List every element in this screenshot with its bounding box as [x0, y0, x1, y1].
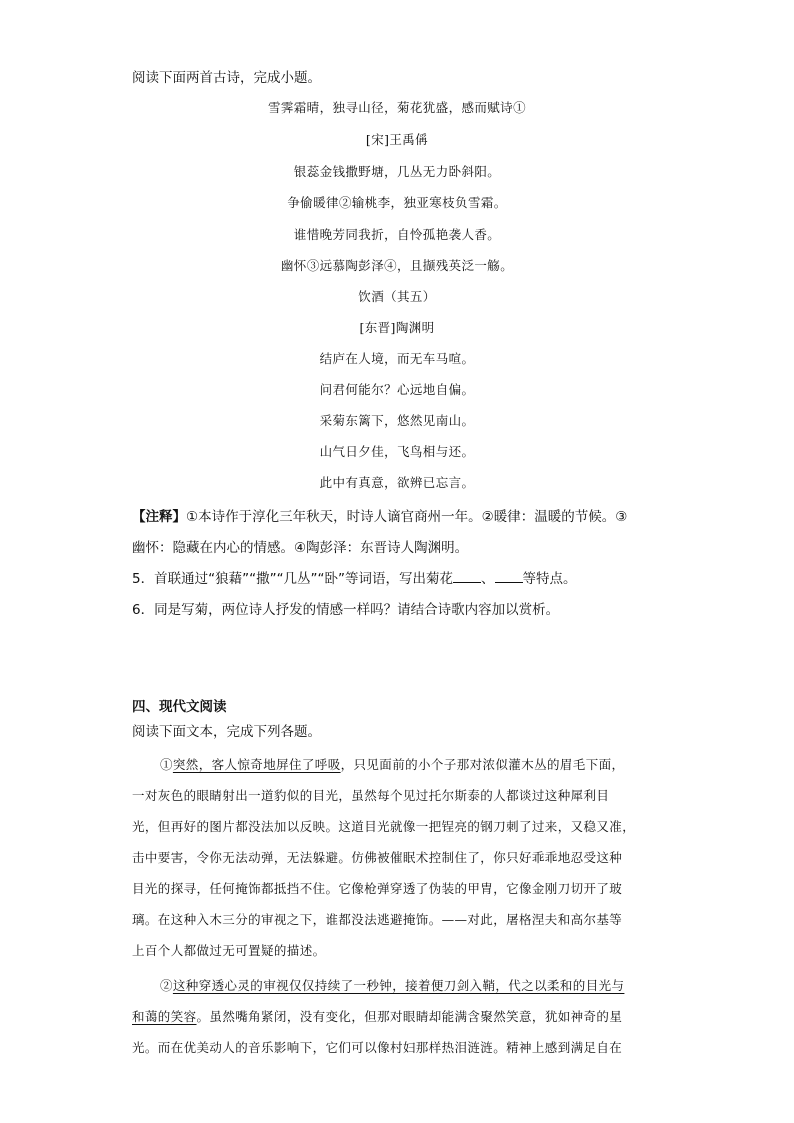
answer-blank-1[interactable] — [453, 570, 481, 583]
poem2-line: 问君何能尔？心远地自偏。 — [319, 382, 475, 397]
underlined-sentence: 和蔼的笑容 — [132, 1009, 197, 1024]
section-heading: 四、现代文阅读 — [132, 699, 227, 715]
paragraph-1-line: 目光的探寻，任何掩饰都抵挡不住。它像枪弹穿透了伪装的甲胄，它像金刚刀切开了玻 — [132, 881, 623, 896]
note-line-2: 幽怀：隐藏在内心的情感。④陶彭泽：东晋诗人陶渊明。 — [132, 540, 469, 556]
paragraph-2-line — [132, 1007, 622, 1025]
paragraph-1-line: 一对灰色的眼睛射出一道豹似的目光，虽然每个见过托尔斯泰的人都谈过这种犀利目 — [132, 788, 610, 803]
q5-text-2: 、 — [481, 571, 495, 587]
paragraph-text: ，只见面前的小个子那对浓似灌木丛的眉毛下面， — [340, 757, 625, 772]
q5-text-1: 5．首联通过“狼藉”“撒”“几丛”“卧”等词语，写出菊花 — [132, 571, 454, 587]
poem2-line: 此中有真意，欲辨已忘言。 — [319, 475, 475, 490]
paragraph-1-line: 击中要害，令你无法动弹，无法躲避。仿佛被催眠术控制住了，你只好乖乖地忍受这种 — [132, 850, 623, 865]
poem1-line: 银蕊金钱撒野塘，几丛无力卧斜阳。 — [293, 164, 501, 179]
paragraph-text: 。虽然嘴角紧闭，没有变化，但那对眼睛却能满含聚然笑意，犹如神奇的星 — [196, 1009, 623, 1024]
paragraph-1-line: 光，但再好的图片都没法加以反映。这道目光就像一把锃亮的钢刀刺了过来，又稳又准， — [132, 819, 636, 834]
paragraph-2-line: 光。而在优美动人的音乐影响下，它们可以像村妇那样热泪涟涟。精神上感到满足自在 — [132, 1040, 623, 1055]
paragraph-2-line — [160, 976, 624, 994]
poem-instruction: 阅读下面两首古诗，完成小题。 — [132, 70, 321, 86]
poem2-title: 饮酒（其五） — [358, 289, 436, 304]
poem2-line: 山气日夕佳，飞鸟相与还。 — [319, 444, 475, 459]
note-line-1 — [132, 505, 627, 525]
answer-blank-2[interactable] — [495, 570, 523, 583]
poem1-line: 争偷暖律②输桃李，独亚寒枝负雪霜。 — [287, 195, 507, 210]
question-6: 6．同是写菊，两位诗人抒发的情感一样吗？请结合诗歌内容加以赏析。 — [132, 602, 560, 618]
note-label: 【注释】 — [132, 509, 186, 525]
poem1-author: [宋]王禹偁 — [365, 132, 429, 147]
paragraph-1-line — [160, 755, 624, 773]
paragraph-1-line: 上百个人都做过无可置疑的描述。 — [132, 943, 326, 958]
question-5 — [132, 567, 577, 587]
poem2-author: [东晋]陶渊明 — [359, 320, 435, 335]
note-text-1: ①本诗作于淳化三年秋天，时诗人谪官商州一年。②暖律：温暖的节候。③ — [186, 509, 628, 525]
poem2-line: 采菊东篱下，悠然见南山。 — [319, 413, 475, 428]
paragraph-marker: ② — [160, 978, 173, 993]
underlined-sentence: 突然，客人惊奇地屏住了呼吸 — [172, 757, 341, 772]
modern-instruction: 阅读下面文本，完成下列各题。 — [132, 724, 321, 740]
paragraph-marker: ① — [160, 757, 173, 772]
underlined-sentence: 这种穿透心灵的审视仅仅持续了一秒钟，接着便刀剑入鞘，代之以柔和的目光与 — [172, 978, 625, 993]
poem1-line: 幽怀③远慕陶彭泽④，且撷残英泛一觞。 — [280, 258, 514, 273]
poem1-line: 谁惜晚芳同我折，自怜孤艳袭人香。 — [293, 227, 501, 242]
poem2-line: 结庐在人境，而无车马喧。 — [319, 351, 475, 366]
q5-text-3: 等特点。 — [522, 571, 577, 587]
poem1-title: 雪霁霜晴，独寻山径，菊花犹盛，感而赋诗① — [267, 100, 526, 115]
paragraph-1-line: 璃。在这种入木三分的审视之下，谁都没法逃避掩饰。——对此，屠格涅夫和高尔基等 — [132, 912, 623, 927]
